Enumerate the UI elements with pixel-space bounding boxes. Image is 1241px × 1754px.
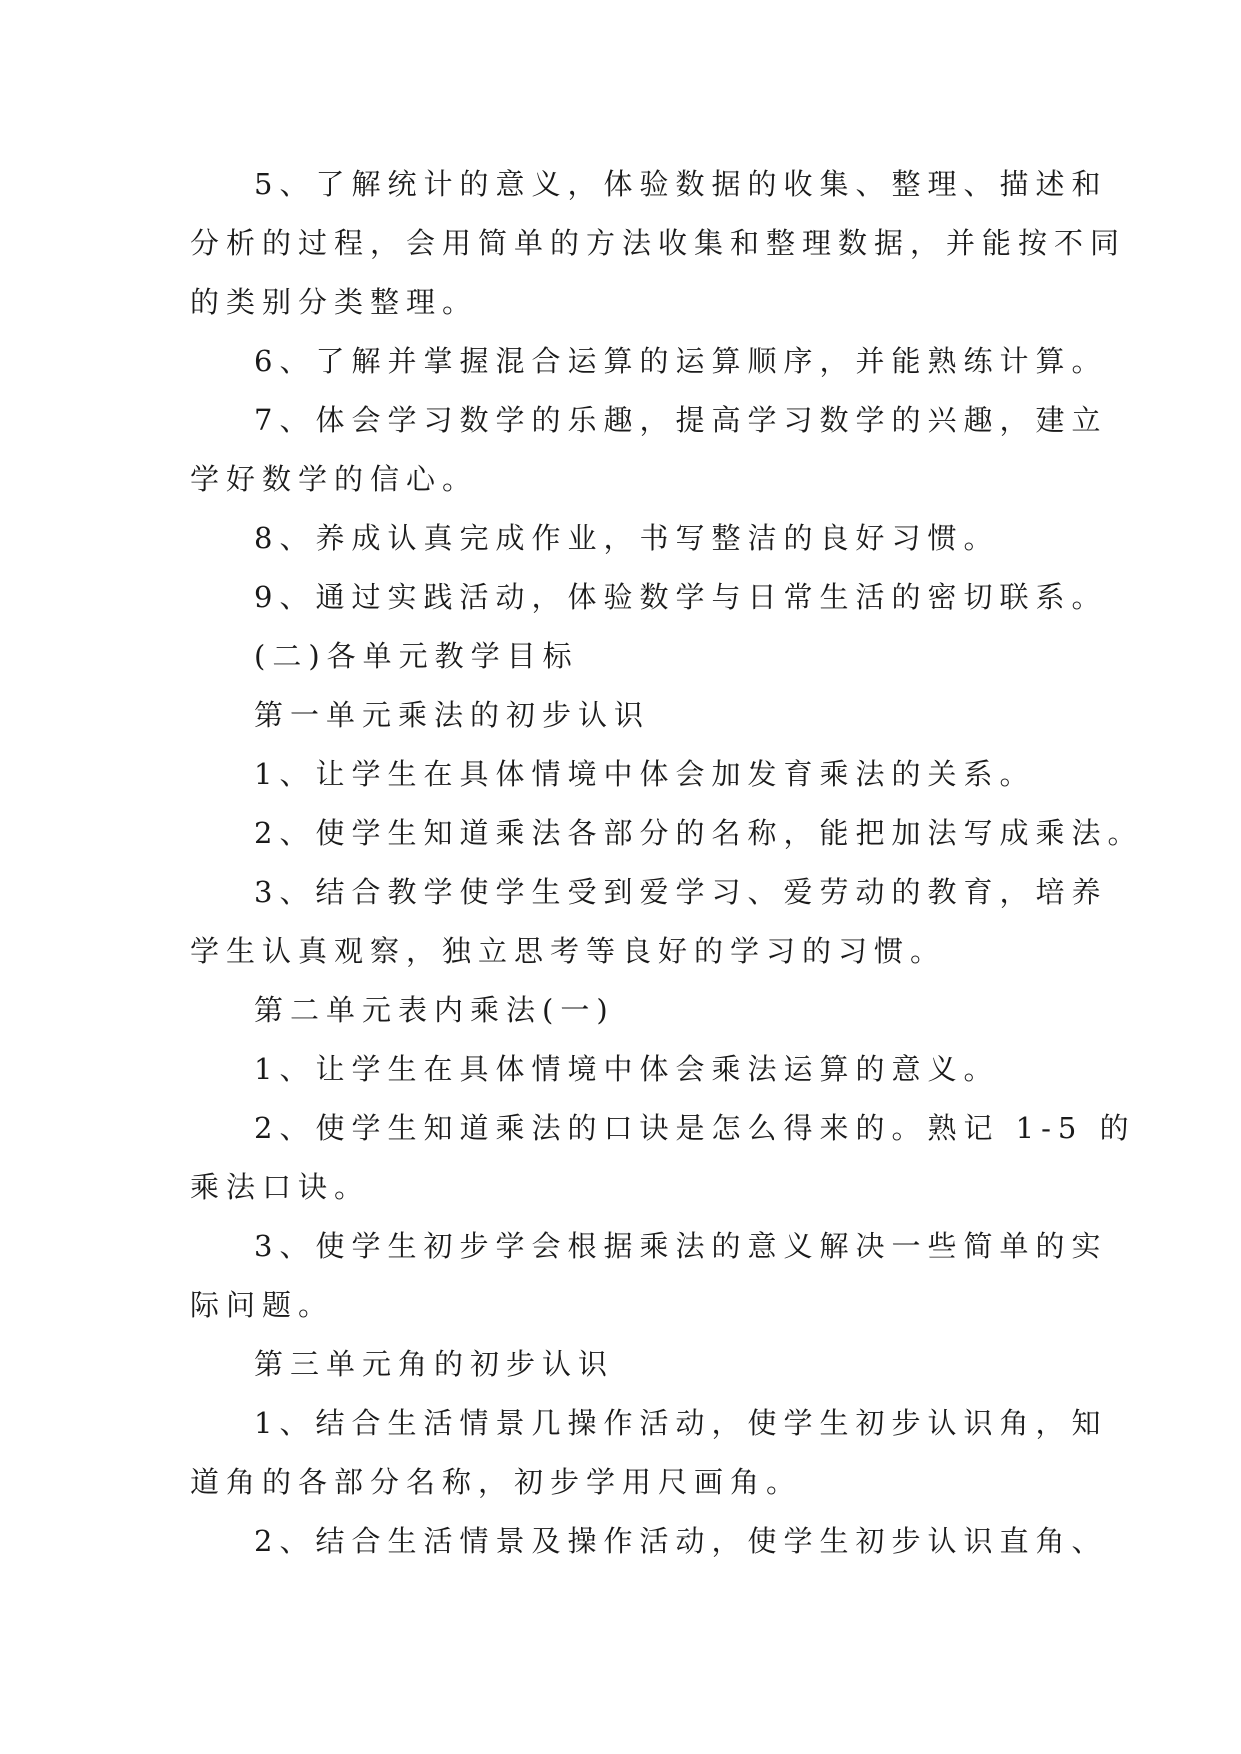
paragraph-line: 3、结合教学使学生受到爱学习、爱劳动的教育，培养 <box>254 875 1108 909</box>
unit-heading: 第一单元乘法的初步认识 <box>254 698 651 732</box>
paragraph-line: 学生认真观察，独立思考等良好的学习的习惯。 <box>190 934 947 968</box>
paragraph-line: 1、让学生在具体情境中体会加发育乘法的关系。 <box>254 757 1036 791</box>
paragraph-line: 1、结合生活情景几操作活动，使学生初步认识角，知 <box>254 1406 1108 1440</box>
paragraph-line: 分析的过程，会用简单的方法收集和整理数据，并能按不同 <box>190 226 1127 260</box>
paragraph-line: 6、了解并掌握混合运算的运算顺序，并能熟练计算。 <box>254 344 1108 378</box>
paragraph-line: 乘法口诀。 <box>190 1170 371 1204</box>
paragraph-line: 的类别分类整理。 <box>190 285 479 319</box>
paragraph-line: 9、通过实践活动，体验数学与日常生活的密切联系。 <box>254 580 1108 614</box>
unit-heading: 第二单元表内乘法(一) <box>254 993 615 1027</box>
paragraph-line: 2、结合生活情景及操作活动，使学生初步认识直角、 <box>254 1524 1108 1558</box>
paragraph-line: 7、体会学习数学的乐趣，提高学习数学的兴趣，建立 <box>254 403 1108 437</box>
paragraph-line: 学好数学的信心。 <box>190 462 479 496</box>
paragraph-line: 5、了解统计的意义，体验数据的收集、整理、描述和 <box>254 167 1108 201</box>
paragraph-line: 2、使学生知道乘法各部分的名称，能把加法写成乘法。 <box>254 816 1144 850</box>
paragraph-line: 3、使学生初步学会根据乘法的意义解决一些简单的实 <box>254 1229 1108 1263</box>
paragraph-line: 2、使学生知道乘法的口诀是怎么得来的。熟记 1-5 的 <box>254 1111 1136 1145</box>
unit-heading: 第三单元角的初步认识 <box>254 1347 615 1381</box>
paragraph-line: 际问题。 <box>190 1288 335 1322</box>
paragraph-line: 道角的各部分名称，初步学用尺画角。 <box>190 1465 803 1499</box>
paragraph-line: 1、让学生在具体情境中体会乘法运算的意义。 <box>254 1052 1000 1086</box>
paragraph-line: 8、养成认真完成作业，书写整洁的良好习惯。 <box>254 521 1000 555</box>
section-heading: (二)各单元教学目标 <box>254 639 579 673</box>
